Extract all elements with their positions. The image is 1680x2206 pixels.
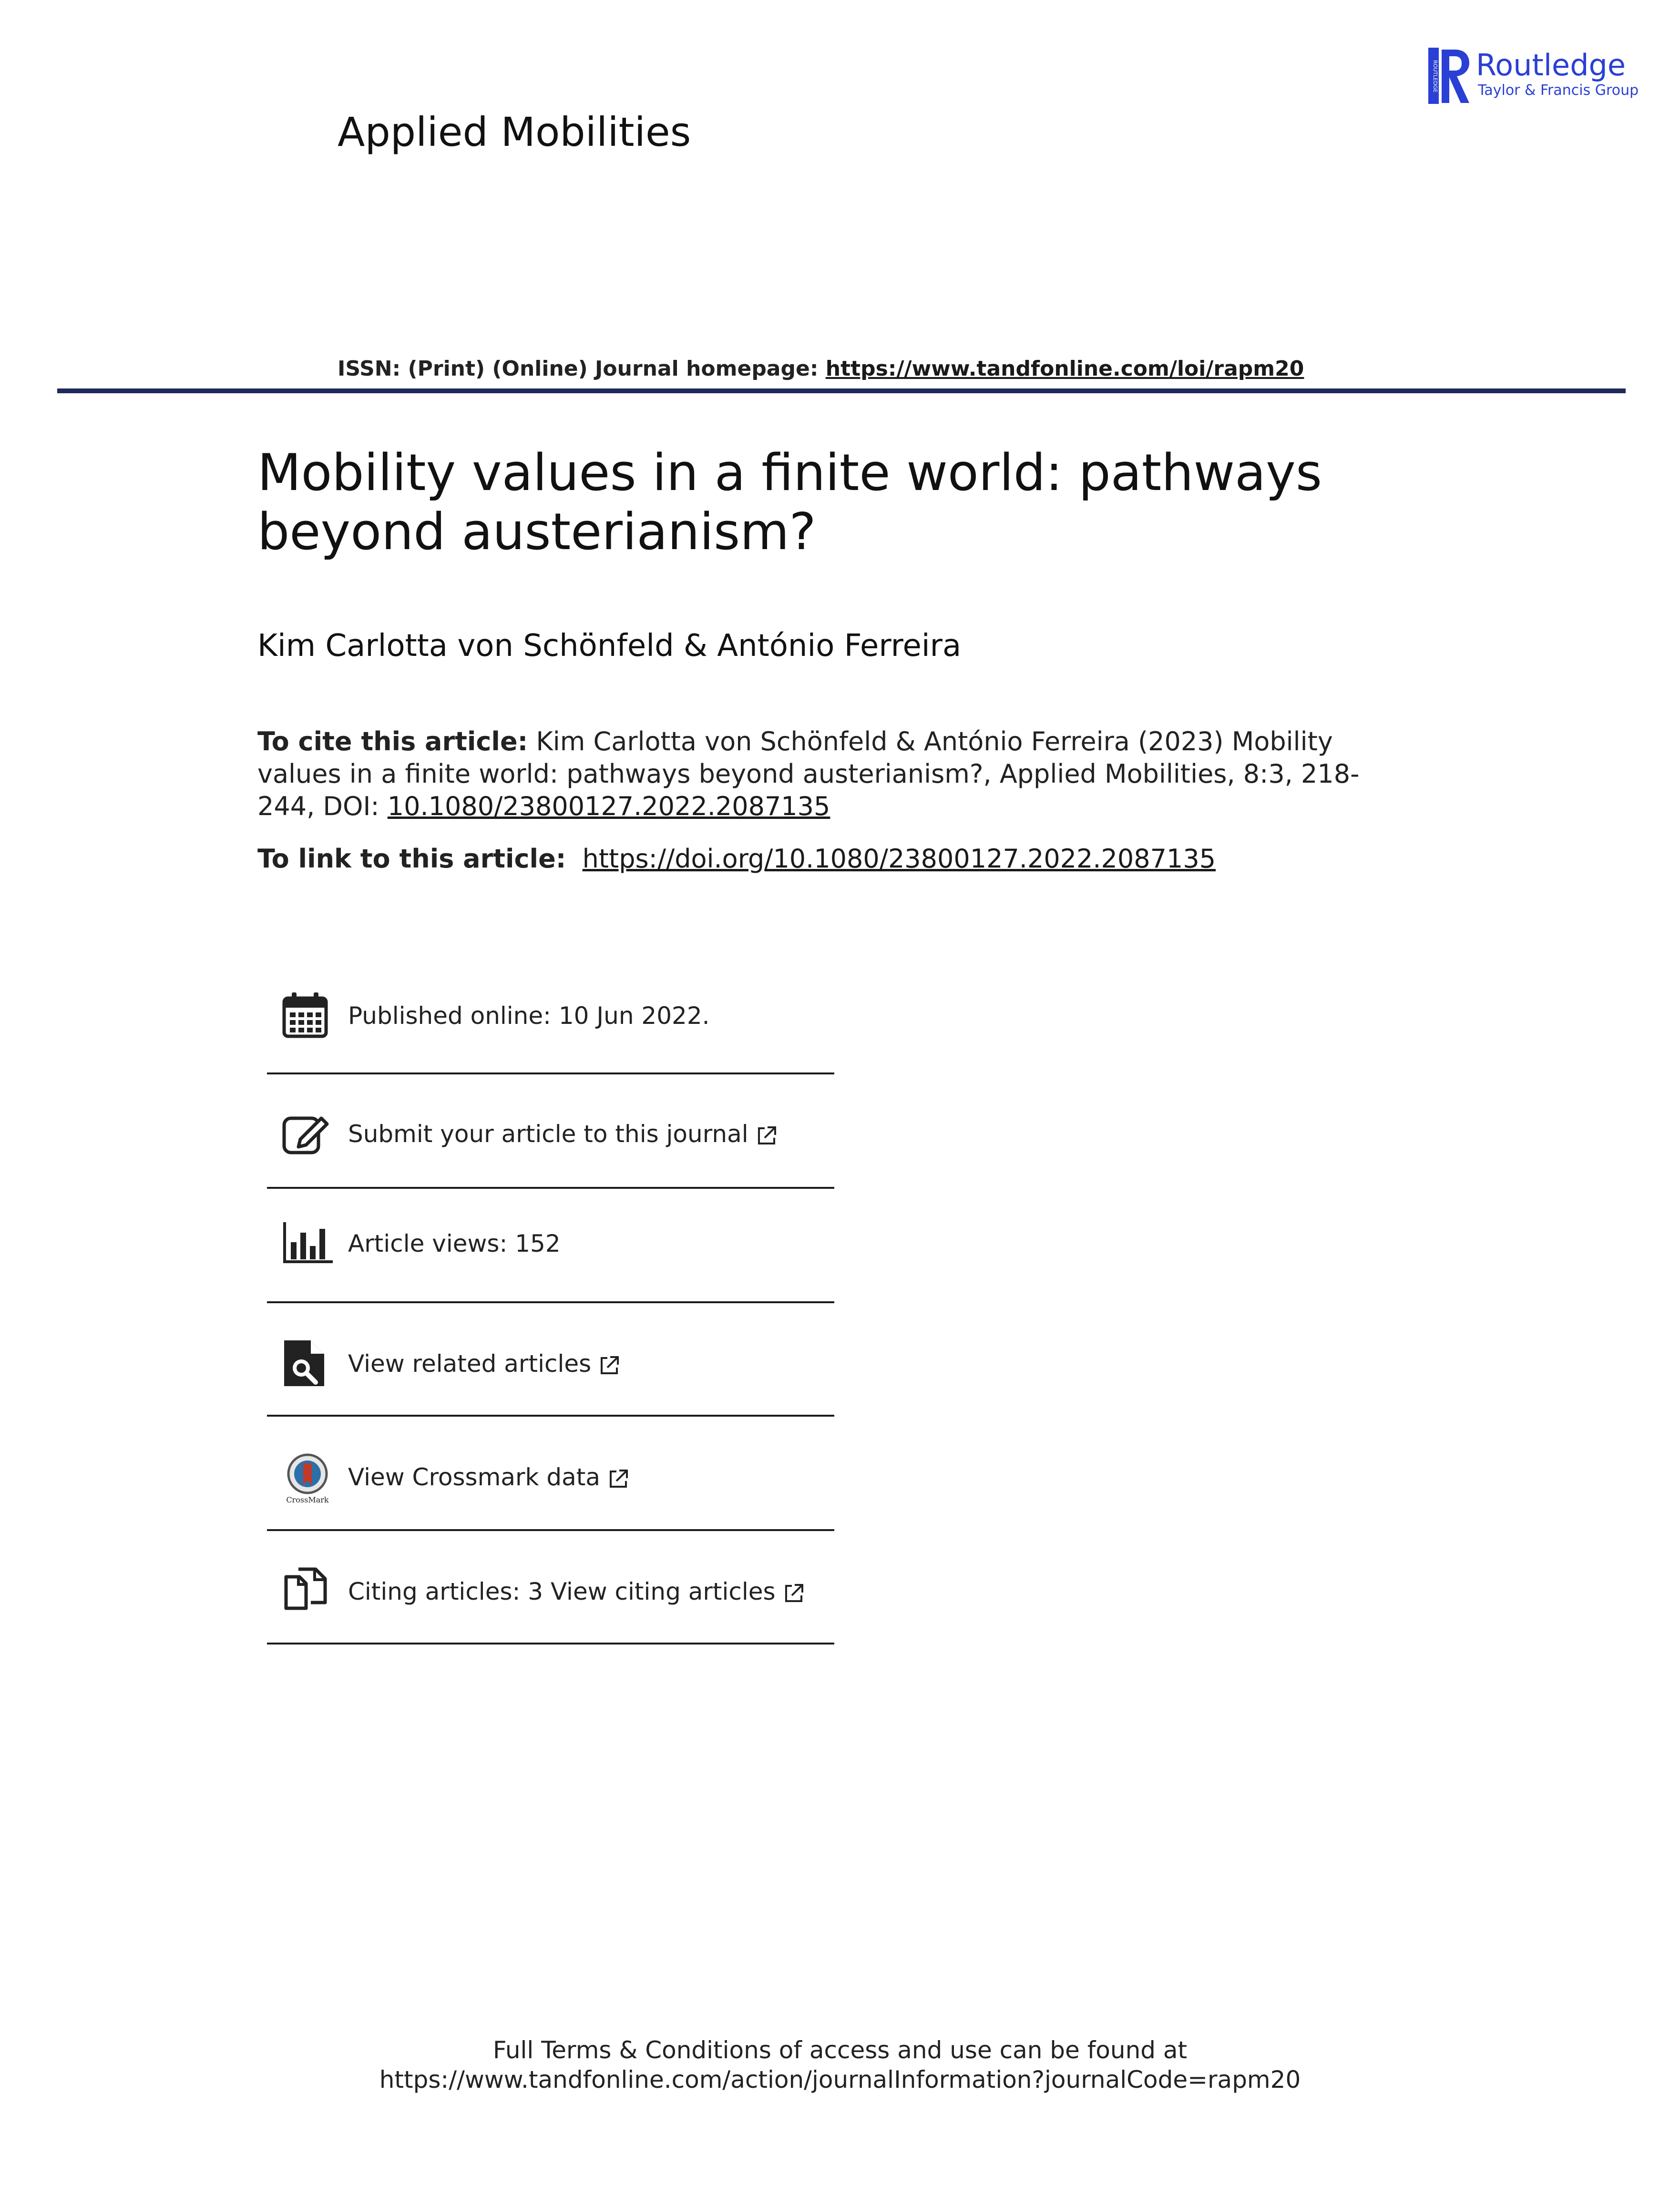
bar-chart-icon [281,1219,334,1267]
article-views-row [267,1195,834,1267]
edit-icon [281,1110,329,1157]
published-online-text: Published online: 10 Jun 2022. [348,1002,710,1030]
journal-homepage-link[interactable]: https://www.tandfonline.com/loi/rapm20 [825,357,1304,381]
cite-doi-link[interactable]: 10.1080/23800127.2022.2087135 [387,791,830,821]
cite-text: Kim Carlotta von Schönfeld & António Ferreira (2023) Mobility values in a finite world: pathways beyond austerianism?, Applied Mobilities, 8:3, 218-244, DOI: [257,726,1360,821]
footer-line-1: Full Terms & Conditions of access and use can be found at [492,2036,1188,2064]
submit-article-link[interactable]: Submit your article to this journal [348,1120,778,1148]
publisher-group: Taylor & Francis Group [1478,82,1639,99]
external-link-icon [782,1582,805,1605]
related-articles-row[interactable] [267,1316,834,1387]
article-doi-link[interactable]: https://doi.org/10.1080/23800127.2022.2087135 [582,844,1216,874]
article-authors: Kim Carlotta von Schönfeld & António Ferreira [257,628,962,664]
citation-block [257,725,1402,823]
row-divider [267,1529,834,1531]
crossmark-icon [281,1453,334,1505]
terms-footer [0,2035,1680,2094]
calendar-icon [281,991,329,1039]
row-divider [267,1072,834,1074]
crossmark-link[interactable]: View Crossmark data [348,1463,630,1491]
external-link-icon [607,1468,630,1491]
document-search-icon [281,1339,329,1387]
header-divider [57,388,1626,393]
svg-text:CrossMark: CrossMark [286,1495,329,1504]
cite-label: To cite this article: [257,726,528,756]
issn-line [338,357,1304,381]
copy-documents-icon [281,1567,329,1615]
submit-article-row[interactable] [267,1086,834,1157]
article-title: Mobility values in a finite world: pathways beyond austerianism? [257,443,1322,561]
row-divider [267,1643,834,1644]
published-online-row [267,968,834,1039]
journal-title: Applied Mobilities [338,109,691,155]
row-divider [267,1415,834,1417]
related-articles-link[interactable]: View related articles [348,1350,621,1378]
routledge-logo [1428,48,1639,105]
citing-articles-row[interactable] [267,1543,834,1615]
row-divider [267,1301,834,1303]
article-link-line [257,844,1216,874]
svg-text:ROUTLEDGE: ROUTLEDGE [1432,60,1438,93]
routledge-r-icon [1428,48,1471,105]
row-divider [267,1187,834,1189]
publisher-name: Routledge [1476,48,1626,82]
external-link-icon [598,1354,621,1377]
crossmark-row[interactable] [267,1429,834,1504]
citing-articles-link[interactable]: Citing articles: 3 View citing articles [348,1578,805,1605]
article-views-text: Article views: 152 [348,1230,561,1257]
link-label: To link to this article: [257,844,566,874]
footer-terms-link[interactable]: https://www.tandfonline.com/action/journalInformation?journalCode=rapm20 [379,2066,1301,2094]
external-link-icon [755,1124,778,1147]
issn-label: ISSN: (Print) (Online) Journal homepage: [338,357,826,381]
